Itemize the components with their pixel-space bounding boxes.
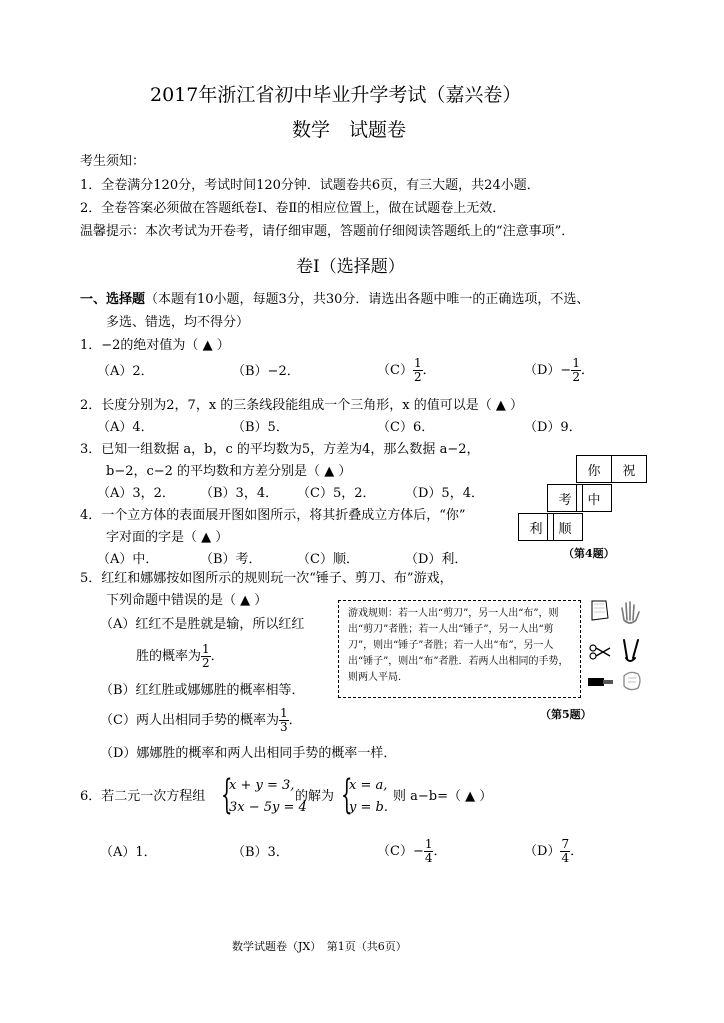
q1-option-b: （B）−2． [232, 364, 300, 379]
q3-option-b: （B）3，4． [200, 486, 279, 501]
q5-a-post: ． [210, 649, 224, 664]
section-heading [80, 293, 589, 306]
page-title: 2017年浙江省初中毕业升学考试（嘉兴卷） [150, 84, 522, 106]
q6-option-a: （A）1． [100, 845, 157, 860]
notice-item-2: 2．全卷答案必须做在答题纸卷Ⅰ、卷Ⅱ的相应位置上，做在试题卷上无效． [80, 201, 506, 216]
q2-option-c: （C）6． [377, 420, 435, 435]
section-heading-line2: 多选、错选，均不得分） [106, 315, 250, 330]
hammer-icon [588, 678, 613, 686]
net-cell-li: 利 [518, 513, 554, 541]
q5-c-post: ． [288, 713, 302, 728]
q1-c-num: 1 [413, 356, 422, 371]
q3-option-c: （C）5，2． [297, 486, 376, 501]
q3-stem-1: 3．已知一组数据 a，b，c 的平均数为5，方差为4，那么数据 a−2， [80, 442, 480, 457]
q2-option-a: （A）4． [97, 420, 154, 435]
section-heading-bold: 一、选择题 [80, 292, 146, 307]
hand-gestures-figure [586, 598, 646, 702]
q5-a-fraction [201, 643, 211, 669]
page-footer: 数学试题卷（JX） 第1页（共6页） [232, 940, 407, 953]
q6-d-fraction [560, 838, 570, 864]
q6-option-b: （B）3． [232, 845, 289, 860]
net-cell-kao: 考 [547, 484, 583, 512]
q5-option-b: （B）红红胜或娜娜胜的概率相等． [100, 683, 305, 698]
q5-option-a-line2 [136, 640, 224, 674]
q2-stem: 2．长度分别为2，7，x 的三条线段能组成一个三角形，x 的值可以是（ ▲ ） [80, 398, 524, 413]
q4-option-b: （B）考． [200, 552, 262, 567]
section-title: 卷Ⅰ（选择题） [296, 257, 405, 277]
q5-c-fraction [279, 707, 289, 733]
q6-d-num: 7 [561, 837, 570, 852]
q4-stem-1: 4．一个立方体的表面展开图如图所示，将其折叠成立方体后，“你” [80, 508, 466, 523]
q5-c-den: 3 [279, 720, 288, 734]
scissors-icon [590, 645, 610, 659]
q6-d-label: （D） [524, 844, 561, 859]
q6-eq2: 3x − 5y = 4 [229, 800, 307, 815]
q1-c-post: ． [422, 363, 436, 378]
q6-mid: 的解为 [295, 789, 335, 804]
q5-c-text: （C）两人出相同手势的概率为 [100, 713, 279, 728]
q5-option-c [100, 704, 302, 738]
paper-cloth-icon [592, 601, 608, 620]
q2-option-b: （B）5． [232, 420, 289, 435]
q5-option-a-line1: （A）红红不是胜就是输，所以红红 [100, 617, 305, 632]
net-cell-ni: 你 [576, 455, 612, 483]
q6-c-post: ． [433, 844, 447, 859]
q6-option-c [377, 837, 447, 867]
q3-stem-2: b−2，c−2 的平均数和方差分别是（ ▲ ） [106, 464, 352, 479]
notice-heading: 考生须知： [80, 154, 146, 169]
victory-hand-icon [624, 640, 638, 661]
q5-stem-2: 下列命题中错误的是（ ▲ ） [106, 593, 268, 608]
q3-option-d: （D）5，4． [405, 486, 484, 501]
q1-c-label: （C） [377, 363, 413, 378]
q6-sol2: y = b. [349, 800, 388, 815]
q1-c-fraction [413, 357, 423, 383]
q6-c-num: 1 [424, 837, 433, 852]
q1-option-a: （A）2． [97, 364, 154, 379]
figure-4-caption: （第4题） [563, 547, 615, 560]
q6-system-brace: { [220, 772, 233, 818]
q6-solution-brace: { [340, 772, 353, 818]
net-cell-zhu: 祝 [611, 455, 647, 483]
q6-stem-pre: 6．若二元一次方程组 [80, 789, 206, 804]
q6-stem-post: 则 a−b=（ ▲ ） [393, 789, 493, 804]
q4-option-d: （D）利． [405, 552, 468, 567]
q4-stem-2: 字对面的字是（ ▲ ） [106, 530, 229, 545]
q1-d-fraction [571, 357, 581, 383]
q6-c-den: 4 [424, 851, 433, 865]
q5-a-text: 胜的概率为 [136, 649, 202, 664]
q6-d-den: 4 [561, 851, 570, 865]
q4-option-c: （C）顺． [297, 552, 359, 567]
q1-d-label: （D）− [524, 363, 572, 378]
open-hand-icon [622, 602, 639, 623]
q5-c-num: 1 [279, 706, 288, 721]
q6-option-d [524, 837, 583, 867]
fist-icon [624, 672, 640, 689]
q5-a-den: 2 [202, 656, 210, 670]
q2-option-d: （D）9． [524, 420, 582, 435]
q1-d-den: 2 [572, 370, 580, 384]
notice-item-1: 1．全卷满分120分，考试时间120分钟．试题卷共6页，有三大题，共24小题． [80, 178, 540, 193]
game-rules-box: 游戏规则：若一人出“剪刀”，另一人出“布”，则出“剪刀”者胜；若一人出“锤子”，另一人出“剪刀”，则出“锤子”者胜；若一人出“布”，另一人出“锤子”，则出“布”者胜．若两人出相同的手势，则两人平局． [338, 600, 581, 698]
q1-c-den: 2 [413, 370, 422, 384]
q3-option-a: （A）3，2． [97, 486, 175, 501]
q1-stem: 1．−2的绝对值为（ ▲ ） [80, 338, 230, 353]
q1-d-num: 1 [572, 356, 580, 371]
q6-c-label: （C）− [377, 844, 424, 859]
q1-d-post: ． [580, 363, 594, 378]
q5-option-d: （D）娜娜胜的概率和两人出相同手势的概率一样． [100, 746, 397, 761]
section-heading-rest: （本题有10小题，每题3分，共30分．请选出各题中唯一的正确选项，不选、 [145, 292, 590, 307]
page-subtitle: 数学 试题卷 [292, 119, 407, 141]
q6-sol1: x = a, [349, 778, 388, 793]
q6-d-post: ． [570, 844, 584, 859]
q1-option-d [524, 356, 594, 386]
net-cell-shun: 顺 [547, 513, 583, 541]
q1-option-c [377, 356, 436, 386]
q5-stem-1: 5．红红和娜娜按如图所示的规则玩一次“锤子、剪刀、布”游戏， [80, 571, 453, 586]
q4-option-a: （A）中． [97, 552, 159, 567]
q5-a-num: 1 [202, 642, 210, 657]
q6-eq1: x + y = 3, [229, 778, 295, 793]
figure-5-caption: （第5题） [540, 708, 592, 721]
net-cell-zhong: 中 [576, 484, 612, 512]
notice-reminder: 温馨提示：本次考试为开卷考，请仔细审题，答题前仔细阅读答题纸上的“注意事项”． [80, 224, 575, 239]
